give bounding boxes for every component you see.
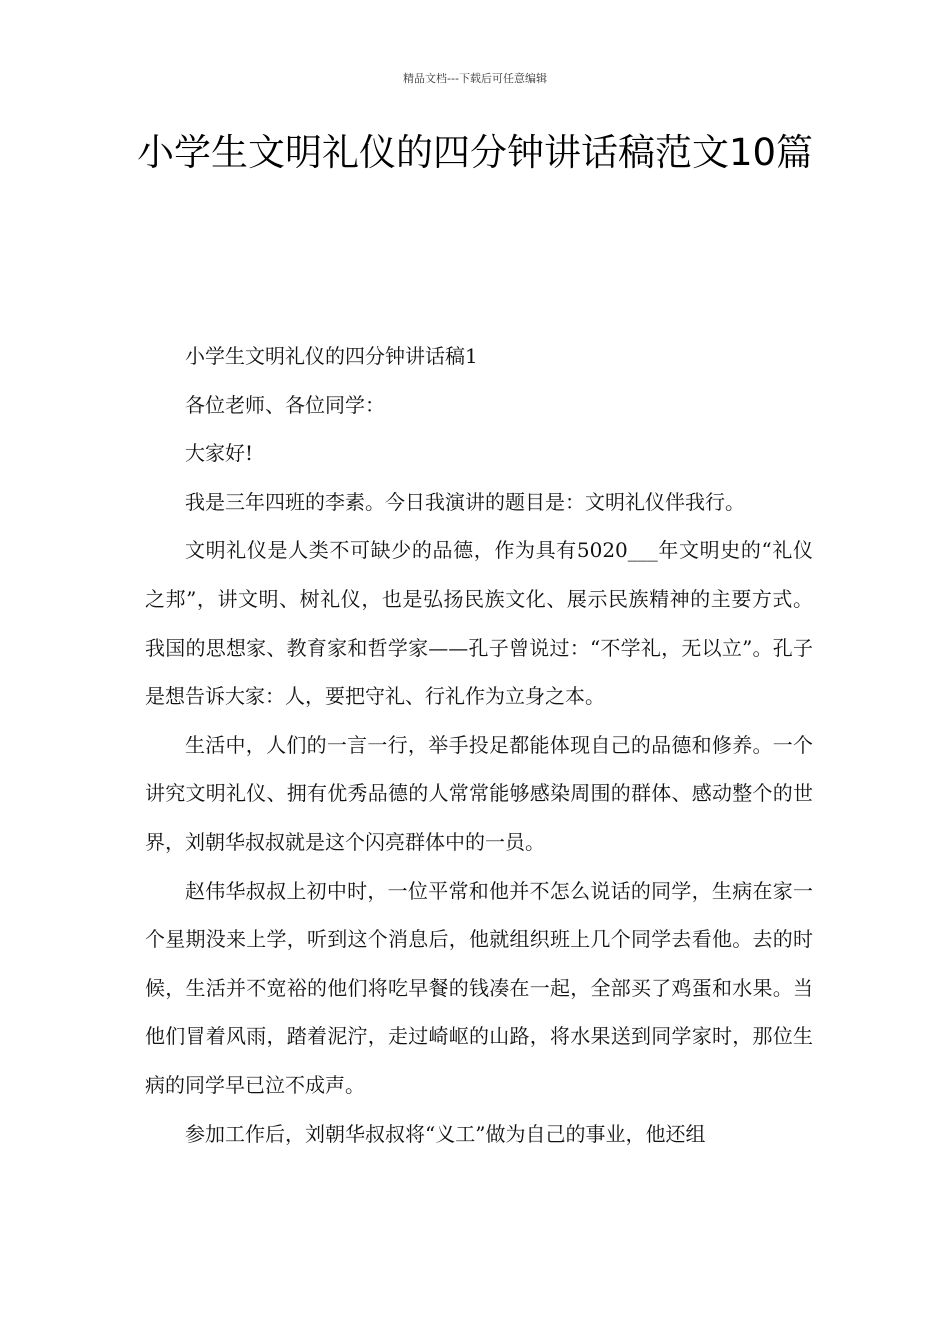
document-body [145, 332, 813, 1158]
paragraph: 参加工作后，刘朝华叔叔将“义工”做为自己的事业，他还组 [185, 1121, 706, 1146]
document-title: 小学生文明礼仪的四分钟讲话稿范文10篇 [136, 131, 814, 174]
paragraph: 文明礼仪是人类不可缺少的品德，作为具有5020___年文明史的“礼仪之邦”，讲文明、树礼仪，也是弘扬民族文化、展示民族精神的主要方式。我国的思想家、教育家和哲学家——孔子曾说过：“不学礼，无以立”。孔子是想告诉大家：人，要把守礼、行礼作为立身之本。 [145, 538, 813, 709]
greeting: 大家好! [185, 441, 254, 466]
paragraph: 生活中，人们的一言一行，举手投足都能体现自己的品德和修养。一个讲究文明礼仪、拥有优秀品德的人常常能够感染周围的群体、感动整个的世界，刘朝华叔叔就是这个闪亮群体中的一员。 [145, 732, 813, 854]
paragraph: 赵伟华叔叔上初中时，一位平常和他并不怎么说话的同学，生病在家一个星期没来上学，听到这个消息后，他就组织班上几个同学去看他。去的时候，生活并不宽裕的他们将吃早餐的钱凑在一起，全部买了鸡蛋和水果。当他们冒着风雨，踏着泥泞，走过崎岖的山路，将水果送到同学家时，那位生病的同学早已泣不成声。 [145, 878, 813, 1097]
paragraph: 我是三年四班的李素。今日我演讲的题目是：文明礼仪伴我行。 [185, 489, 745, 514]
section-heading: 小学生文明礼仪的四分钟讲话稿1 [185, 344, 478, 368]
salutation: 各位老师、各位同学： [185, 392, 385, 417]
header-note: 精品文档---下载后可任意编辑 [403, 72, 547, 85]
